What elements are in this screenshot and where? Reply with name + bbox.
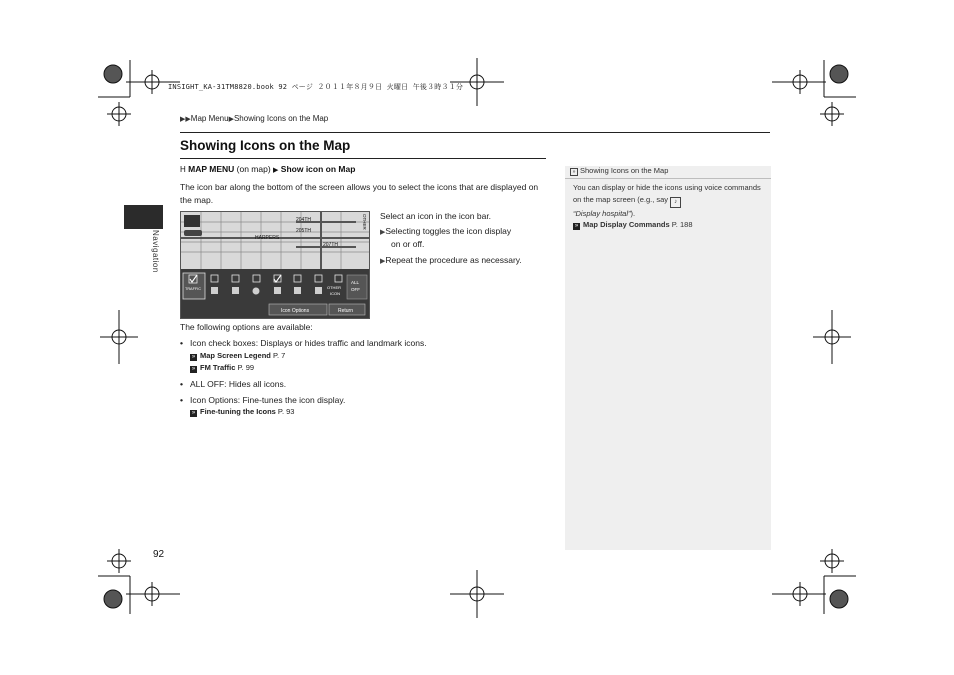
note-text-end: ).	[630, 208, 636, 218]
option-desc: : Hides all icons.	[224, 379, 287, 389]
option-desc: : Fine-tunes the icon display.	[237, 395, 346, 405]
xref-fine-tuning-icons[interactable]	[190, 407, 294, 417]
note-voice-command: “Display hospital”	[573, 208, 631, 218]
page-title: Showing Icons on the Map	[180, 138, 351, 153]
xref-fm-traffic[interactable]	[190, 363, 254, 373]
step-2	[380, 225, 511, 239]
xref-arrow-icon: »	[574, 223, 579, 229]
street-label: HARPERS	[255, 235, 280, 241]
option-name: Icon check boxes	[190, 338, 256, 348]
note-xref-label: Map Display Commands	[583, 220, 670, 229]
title-rule	[180, 158, 546, 159]
breadcrumb-arrows: ▶▶	[180, 116, 191, 123]
xref-arrow-icon: »	[191, 410, 196, 416]
step-arrow: ▶	[380, 258, 386, 265]
note-xref[interactable]	[573, 220, 693, 229]
all-off-label: OFF	[351, 287, 360, 292]
option-desc: : Displays or hides traffic and landmark icons.	[255, 338, 427, 348]
note-heading-text: Showing Icons on the Map	[580, 166, 669, 175]
xref-map-screen-legend[interactable]	[190, 351, 285, 361]
step-2-text: Selecting toggles the icon display	[385, 226, 512, 236]
return-label: Return	[338, 308, 354, 314]
options-intro: The following options are available:	[180, 322, 313, 332]
street-label: 204TH	[296, 217, 312, 223]
map-screen-image	[180, 211, 370, 319]
command-line	[180, 164, 355, 174]
step-2-continued: on or off.	[391, 239, 425, 249]
step-3-text: Repeat the procedure as necessary.	[385, 255, 522, 265]
note-text: You can display or hide the icons using voice commands on the map screen (e.g., say	[573, 183, 761, 204]
xref-arrow-icon: »	[191, 354, 196, 360]
print-header-line: INSIGHT_KA-31TM8820.book 92 ページ ２０１１年８月９日 火曜日 午後３時３１分	[168, 83, 464, 91]
command-context: (on map)	[234, 164, 274, 174]
option-icon-options: • Icon Options: Fine-tunes the icon display.	[180, 395, 346, 405]
xref-page: P. 93	[275, 407, 295, 416]
command-arrow: ▶	[273, 167, 279, 174]
street-label: OTHER	[362, 214, 367, 230]
street-label: 205TH	[296, 228, 312, 234]
option-all-off: • ALL OFF: Hides all icons.	[180, 379, 287, 389]
note-body	[573, 182, 763, 231]
street-label: 207TH	[323, 242, 339, 248]
other-icon-label: ICON	[330, 291, 340, 296]
breadcrumb-item-map-menu[interactable]: Map Menu	[190, 114, 229, 123]
top-rule	[180, 132, 770, 133]
intro-paragraph: The icon bar along the bottom of the screen allows you to select the icons that are displayed on the map.	[180, 182, 539, 205]
step-1: Select an icon in the icon bar.	[380, 211, 492, 221]
traffic-checkbox-label: TRAFFIC	[185, 287, 202, 291]
xref-arrow-icon: »	[191, 366, 196, 372]
step-3	[380, 254, 522, 268]
command-action: Show icon on Map	[280, 164, 356, 174]
map-screen-drawing	[181, 212, 369, 318]
xref-label: Fine-tuning the Icons	[200, 407, 276, 416]
note-rule	[565, 178, 771, 179]
xref-label: Map Screen Legend	[200, 351, 271, 360]
side-tab-marker	[124, 205, 163, 229]
side-tab-label: Navigation	[151, 230, 160, 273]
other-icon-label: OTHER	[327, 285, 341, 290]
note-xref-page: P. 188	[669, 220, 693, 229]
home-button-icon: H	[180, 165, 186, 174]
all-off-label: ALL	[351, 280, 360, 285]
option-name: ALL OFF	[190, 379, 225, 389]
xref-page: P. 99	[235, 363, 255, 372]
breadcrumb	[180, 114, 328, 123]
note-icon: »	[570, 168, 578, 176]
command-menu: MAP MENU	[188, 164, 235, 174]
page-number: 92	[153, 549, 165, 560]
xref-page: P. 7	[270, 351, 286, 360]
step-arrow: ▶	[380, 229, 386, 236]
option-name: Icon Options	[190, 395, 238, 405]
breadcrumb-item-current: Showing Icons on the Map	[233, 114, 329, 123]
xref-label: FM Traffic	[200, 363, 236, 372]
note-heading	[570, 166, 668, 176]
breadcrumb-separator: ▶	[228, 116, 234, 123]
talk-button-icon: ♪	[670, 197, 681, 208]
icon-options-label: Icon Options	[281, 308, 310, 314]
option-icon-check-boxes: • Icon check boxes: Displays or hides traffic and landmark icons.	[180, 338, 427, 348]
